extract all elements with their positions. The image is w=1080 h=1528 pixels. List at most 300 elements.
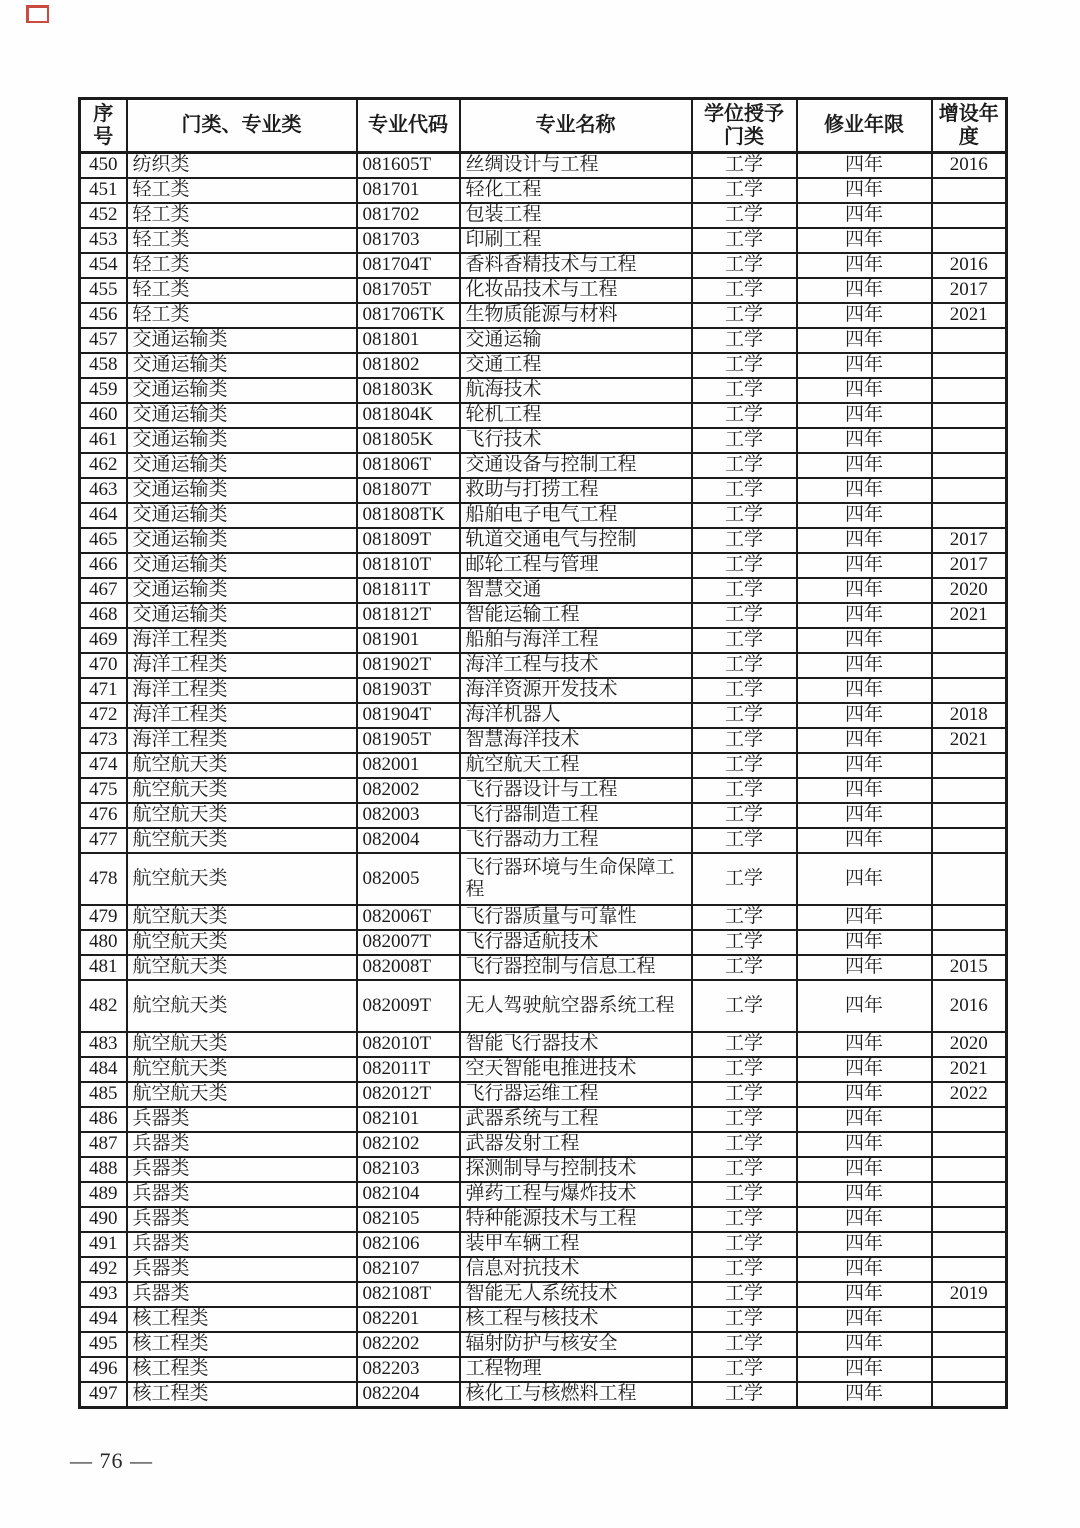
cell-code: 081812T [357, 603, 460, 628]
cell-years: 四年 [797, 753, 932, 778]
cell-degree: 工学 [692, 728, 797, 753]
cell-degree: 工学 [692, 503, 797, 528]
cell-degree: 工学 [692, 303, 797, 328]
cell-serial: 479 [80, 905, 127, 930]
cell-serial: 489 [80, 1182, 127, 1207]
cell-serial: 491 [80, 1232, 127, 1257]
cell-category: 交通运输类 [127, 453, 357, 478]
cell-degree: 工学 [692, 328, 797, 353]
cell-name: 核化工与核燃料工程 [460, 1382, 692, 1408]
cell-degree: 工学 [692, 1332, 797, 1357]
cell-years: 四年 [797, 253, 932, 278]
cell-added [932, 1107, 1007, 1132]
table-row [80, 353, 1007, 378]
cell-code: 081803K [357, 378, 460, 403]
cell-name: 特种能源技术与工程 [460, 1207, 692, 1232]
cell-name: 香料香精技术与工程 [460, 253, 692, 278]
table-row [80, 528, 1007, 553]
cell-years: 四年 [797, 603, 932, 628]
cell-degree: 工学 [692, 178, 797, 203]
table-row [80, 378, 1007, 403]
cell-name: 飞行器环境与生命保障工程 [460, 853, 692, 905]
cell-name: 邮轮工程与管理 [460, 553, 692, 578]
cell-degree: 工学 [692, 1057, 797, 1082]
cell-code: 081605T [357, 153, 460, 179]
red-corner-mark [26, 5, 49, 23]
cell-category: 交通运输类 [127, 528, 357, 553]
cell-added: 2020 [932, 1032, 1007, 1057]
cell-name: 交通工程 [460, 353, 692, 378]
cell-degree: 工学 [692, 753, 797, 778]
cell-code: 082004 [357, 828, 460, 853]
cell-code: 082104 [357, 1182, 460, 1207]
cell-added: 2016 [932, 153, 1007, 179]
table-row [80, 853, 1007, 905]
table-row [80, 930, 1007, 955]
cell-code: 081701 [357, 178, 460, 203]
cell-category: 兵器类 [127, 1257, 357, 1282]
cell-years: 四年 [797, 528, 932, 553]
cell-years: 四年 [797, 1082, 932, 1107]
cell-added: 2016 [932, 253, 1007, 278]
cell-category: 核工程类 [127, 1332, 357, 1357]
cell-degree: 工学 [692, 703, 797, 728]
cell-code: 081705T [357, 278, 460, 303]
cell-name: 核工程与核技术 [460, 1307, 692, 1332]
cell-name: 智能飞行器技术 [460, 1032, 692, 1057]
cell-code: 082012T [357, 1082, 460, 1107]
cell-serial: 496 [80, 1357, 127, 1382]
cell-added: 2021 [932, 728, 1007, 753]
table-row [80, 503, 1007, 528]
table-row [80, 678, 1007, 703]
cell-degree: 工学 [692, 1157, 797, 1182]
cell-degree: 工学 [692, 1182, 797, 1207]
cell-category: 轻工类 [127, 203, 357, 228]
cell-serial: 454 [80, 253, 127, 278]
cell-years: 四年 [797, 503, 932, 528]
table-row [80, 1157, 1007, 1182]
cell-years: 四年 [797, 980, 932, 1032]
cell-code: 081706TK [357, 303, 460, 328]
cell-added: 2015 [932, 955, 1007, 980]
cell-code: 082008T [357, 955, 460, 980]
cell-serial: 463 [80, 478, 127, 503]
table-row [80, 603, 1007, 628]
cell-category: 轻工类 [127, 228, 357, 253]
cell-added [932, 453, 1007, 478]
cell-added: 2017 [932, 553, 1007, 578]
cell-category: 航空航天类 [127, 803, 357, 828]
page-number: — 76 — [70, 1448, 153, 1473]
cell-added: 2018 [932, 703, 1007, 728]
table-row [80, 328, 1007, 353]
cell-serial: 495 [80, 1332, 127, 1357]
cell-years: 四年 [797, 853, 932, 905]
cell-category: 核工程类 [127, 1357, 357, 1382]
cell-serial: 462 [80, 453, 127, 478]
cell-code: 082203 [357, 1357, 460, 1382]
table-row [80, 803, 1007, 828]
cell-code: 082009T [357, 980, 460, 1032]
cell-added [932, 803, 1007, 828]
table-row [80, 178, 1007, 203]
cell-years: 四年 [797, 905, 932, 930]
cell-category: 交通运输类 [127, 503, 357, 528]
cell-name: 轮机工程 [460, 403, 692, 428]
cell-years: 四年 [797, 703, 932, 728]
cell-name: 装甲车辆工程 [460, 1232, 692, 1257]
cell-category: 兵器类 [127, 1282, 357, 1307]
cell-added [932, 1257, 1007, 1282]
cell-added [932, 1382, 1007, 1408]
cell-name: 船舶电子电气工程 [460, 503, 692, 528]
cell-serial: 460 [80, 403, 127, 428]
cell-years: 四年 [797, 1232, 932, 1257]
cell-years: 四年 [797, 203, 932, 228]
cell-serial: 494 [80, 1307, 127, 1332]
cell-name: 生物质能源与材料 [460, 303, 692, 328]
cell-added: 2021 [932, 603, 1007, 628]
cell-category: 轻工类 [127, 303, 357, 328]
cell-serial: 476 [80, 803, 127, 828]
cell-category: 核工程类 [127, 1382, 357, 1408]
cell-degree: 工学 [692, 1082, 797, 1107]
cell-name: 海洋资源开发技术 [460, 678, 692, 703]
cell-added [932, 178, 1007, 203]
cell-degree: 工学 [692, 403, 797, 428]
table-row [80, 1257, 1007, 1282]
table-row [80, 653, 1007, 678]
cell-name: 探测制导与控制技术 [460, 1157, 692, 1182]
table-row [80, 703, 1007, 728]
header-row [80, 99, 1007, 153]
cell-added [932, 403, 1007, 428]
cell-years: 四年 [797, 653, 932, 678]
table-row [80, 728, 1007, 753]
cell-added [932, 353, 1007, 378]
table-row [80, 553, 1007, 578]
cell-years: 四年 [797, 1332, 932, 1357]
cell-added [932, 930, 1007, 955]
table-row [80, 578, 1007, 603]
cell-added: 2016 [932, 980, 1007, 1032]
cell-added [932, 678, 1007, 703]
cell-code: 082202 [357, 1332, 460, 1357]
cell-degree: 工学 [692, 653, 797, 678]
table-row [80, 828, 1007, 853]
cell-years: 四年 [797, 628, 932, 653]
cell-degree: 工学 [692, 428, 797, 453]
cell-serial: 456 [80, 303, 127, 328]
cell-name: 交通设备与控制工程 [460, 453, 692, 478]
cell-serial: 451 [80, 178, 127, 203]
cell-years: 四年 [797, 403, 932, 428]
cell-code: 081904T [357, 703, 460, 728]
cell-name: 无人驾驶航空器系统工程 [460, 980, 692, 1032]
cell-serial: 457 [80, 328, 127, 353]
cell-added [932, 1207, 1007, 1232]
cell-years: 四年 [797, 228, 932, 253]
cell-serial: 472 [80, 703, 127, 728]
column-header-years: 修业年限 [797, 99, 932, 153]
table-row [80, 428, 1007, 453]
cell-code: 082001 [357, 753, 460, 778]
cell-name: 飞行技术 [460, 428, 692, 453]
cell-code: 081801 [357, 328, 460, 353]
cell-serial: 481 [80, 955, 127, 980]
cell-degree: 工学 [692, 278, 797, 303]
cell-serial: 459 [80, 378, 127, 403]
cell-added [932, 853, 1007, 905]
cell-degree: 工学 [692, 1307, 797, 1332]
cell-category: 纺织类 [127, 153, 357, 179]
cell-serial: 467 [80, 578, 127, 603]
cell-years: 四年 [797, 1107, 932, 1132]
cell-years: 四年 [797, 428, 932, 453]
cell-years: 四年 [797, 930, 932, 955]
table-row [80, 303, 1007, 328]
cell-category: 交通运输类 [127, 378, 357, 403]
cell-added [932, 203, 1007, 228]
cell-code: 081804K [357, 403, 460, 428]
cell-name: 飞行器质量与可靠性 [460, 905, 692, 930]
column-header-code: 专业代码 [357, 99, 460, 153]
cell-name: 轻化工程 [460, 178, 692, 203]
cell-added [932, 228, 1007, 253]
table-row [80, 1082, 1007, 1107]
cell-degree: 工学 [692, 1382, 797, 1408]
cell-degree: 工学 [692, 1032, 797, 1057]
cell-serial: 453 [80, 228, 127, 253]
table-row [80, 1232, 1007, 1257]
cell-name: 飞行器适航技术 [460, 930, 692, 955]
cell-code: 081902T [357, 653, 460, 678]
cell-code: 082106 [357, 1232, 460, 1257]
cell-added [932, 905, 1007, 930]
cell-added: 2021 [932, 303, 1007, 328]
cell-serial: 452 [80, 203, 127, 228]
cell-category: 交通运输类 [127, 553, 357, 578]
cell-degree: 工学 [692, 1282, 797, 1307]
cell-name: 海洋工程与技术 [460, 653, 692, 678]
cell-degree: 工学 [692, 378, 797, 403]
cell-years: 四年 [797, 1032, 932, 1057]
table-row [80, 1057, 1007, 1082]
cell-degree: 工学 [692, 803, 797, 828]
cell-code: 081810T [357, 553, 460, 578]
cell-serial: 468 [80, 603, 127, 628]
cell-serial: 461 [80, 428, 127, 453]
cell-added [932, 1307, 1007, 1332]
cell-category: 航空航天类 [127, 955, 357, 980]
table-row [80, 1282, 1007, 1307]
cell-name: 航海技术 [460, 378, 692, 403]
cell-years: 四年 [797, 1357, 932, 1382]
cell-category: 轻工类 [127, 278, 357, 303]
cell-years: 四年 [797, 1257, 932, 1282]
cell-degree: 工学 [692, 778, 797, 803]
cell-name: 飞行器设计与工程 [460, 778, 692, 803]
cell-serial: 493 [80, 1282, 127, 1307]
cell-name: 飞行器动力工程 [460, 828, 692, 853]
cell-name: 智慧海洋技术 [460, 728, 692, 753]
cell-degree: 工学 [692, 203, 797, 228]
cell-name: 空天智能电推进技术 [460, 1057, 692, 1082]
cell-years: 四年 [797, 1307, 932, 1332]
cell-category: 海洋工程类 [127, 703, 357, 728]
cell-years: 四年 [797, 278, 932, 303]
table-row [80, 1307, 1007, 1332]
cell-degree: 工学 [692, 353, 797, 378]
cell-serial: 458 [80, 353, 127, 378]
cell-years: 四年 [797, 378, 932, 403]
cell-code: 082005 [357, 853, 460, 905]
cell-category: 航空航天类 [127, 853, 357, 905]
cell-code: 082107 [357, 1257, 460, 1282]
cell-degree: 工学 [692, 853, 797, 905]
column-header-serial: 序号 [80, 99, 127, 153]
cell-added [932, 428, 1007, 453]
table-row [80, 228, 1007, 253]
cell-category: 航空航天类 [127, 778, 357, 803]
table-row [80, 980, 1007, 1032]
cell-code: 081808TK [357, 503, 460, 528]
cell-name: 救助与打捞工程 [460, 478, 692, 503]
cell-degree: 工学 [692, 528, 797, 553]
table-row [80, 955, 1007, 980]
cell-code: 081702 [357, 203, 460, 228]
cell-name: 船舶与海洋工程 [460, 628, 692, 653]
cell-category: 航空航天类 [127, 980, 357, 1032]
cell-name: 化妆品技术与工程 [460, 278, 692, 303]
table-row [80, 278, 1007, 303]
cell-degree: 工学 [692, 453, 797, 478]
cell-degree: 工学 [692, 253, 797, 278]
cell-years: 四年 [797, 678, 932, 703]
cell-category: 航空航天类 [127, 828, 357, 853]
table-row [80, 453, 1007, 478]
cell-code: 081704T [357, 253, 460, 278]
cell-category: 航空航天类 [127, 930, 357, 955]
cell-category: 航空航天类 [127, 1032, 357, 1057]
cell-added: 2019 [932, 1282, 1007, 1307]
cell-code: 082002 [357, 778, 460, 803]
cell-degree: 工学 [692, 905, 797, 930]
cell-code: 082101 [357, 1107, 460, 1132]
cell-category: 轻工类 [127, 178, 357, 203]
cell-years: 四年 [797, 178, 932, 203]
cell-category: 兵器类 [127, 1232, 357, 1257]
cell-name: 轨道交通电气与控制 [460, 528, 692, 553]
cell-added [932, 1357, 1007, 1382]
cell-added [932, 778, 1007, 803]
cell-degree: 工学 [692, 553, 797, 578]
cell-years: 四年 [797, 328, 932, 353]
cell-degree: 工学 [692, 153, 797, 179]
cell-added [932, 1182, 1007, 1207]
cell-name: 交通运输 [460, 328, 692, 353]
cell-added: 2017 [932, 278, 1007, 303]
cell-serial: 464 [80, 503, 127, 528]
cell-category: 交通运输类 [127, 603, 357, 628]
cell-code: 082108T [357, 1282, 460, 1307]
cell-serial: 466 [80, 553, 127, 578]
cell-added [932, 828, 1007, 853]
cell-years: 四年 [797, 453, 932, 478]
cell-years: 四年 [797, 303, 932, 328]
cell-added: 2020 [932, 578, 1007, 603]
cell-category: 交通运输类 [127, 328, 357, 353]
table-row [80, 1132, 1007, 1157]
table-row [80, 905, 1007, 930]
cell-serial: 473 [80, 728, 127, 753]
cell-years: 四年 [797, 1057, 932, 1082]
cell-serial: 483 [80, 1032, 127, 1057]
cell-code: 082010T [357, 1032, 460, 1057]
cell-serial: 488 [80, 1157, 127, 1182]
cell-category: 航空航天类 [127, 1082, 357, 1107]
cell-degree: 工学 [692, 228, 797, 253]
cell-serial: 492 [80, 1257, 127, 1282]
cell-code: 082204 [357, 1382, 460, 1408]
cell-code: 081802 [357, 353, 460, 378]
cell-category: 轻工类 [127, 253, 357, 278]
cell-name: 信息对抗技术 [460, 1257, 692, 1282]
cell-degree: 工学 [692, 1357, 797, 1382]
cell-category: 航空航天类 [127, 1057, 357, 1082]
cell-code: 082007T [357, 930, 460, 955]
cell-years: 四年 [797, 353, 932, 378]
cell-years: 四年 [797, 1132, 932, 1157]
column-header-added: 增设年度 [932, 99, 1007, 153]
table-row [80, 778, 1007, 803]
cell-name: 包装工程 [460, 203, 692, 228]
cell-serial: 497 [80, 1382, 127, 1408]
cell-code: 082201 [357, 1307, 460, 1332]
cell-serial: 465 [80, 528, 127, 553]
table-header [80, 99, 1007, 153]
table-row [80, 628, 1007, 653]
cell-added [932, 1157, 1007, 1182]
cell-years: 四年 [797, 955, 932, 980]
cell-category: 核工程类 [127, 1307, 357, 1332]
cell-category: 交通运输类 [127, 478, 357, 503]
cell-serial: 474 [80, 753, 127, 778]
cell-added: 2022 [932, 1082, 1007, 1107]
column-header-name: 专业名称 [460, 99, 692, 153]
cell-code: 082105 [357, 1207, 460, 1232]
cell-name: 航空航天工程 [460, 753, 692, 778]
cell-degree: 工学 [692, 1232, 797, 1257]
cell-degree: 工学 [692, 980, 797, 1032]
cell-degree: 工学 [692, 678, 797, 703]
cell-code: 082011T [357, 1057, 460, 1082]
cell-years: 四年 [797, 1282, 932, 1307]
table-body [80, 153, 1007, 1408]
cell-years: 四年 [797, 578, 932, 603]
cell-serial: 455 [80, 278, 127, 303]
cell-added: 2017 [932, 528, 1007, 553]
cell-category: 航空航天类 [127, 753, 357, 778]
cell-years: 四年 [797, 728, 932, 753]
cell-years: 四年 [797, 1182, 932, 1207]
cell-name: 飞行器控制与信息工程 [460, 955, 692, 980]
table-row [80, 753, 1007, 778]
cell-serial: 487 [80, 1132, 127, 1157]
cell-category: 兵器类 [127, 1207, 357, 1232]
cell-serial: 490 [80, 1207, 127, 1232]
